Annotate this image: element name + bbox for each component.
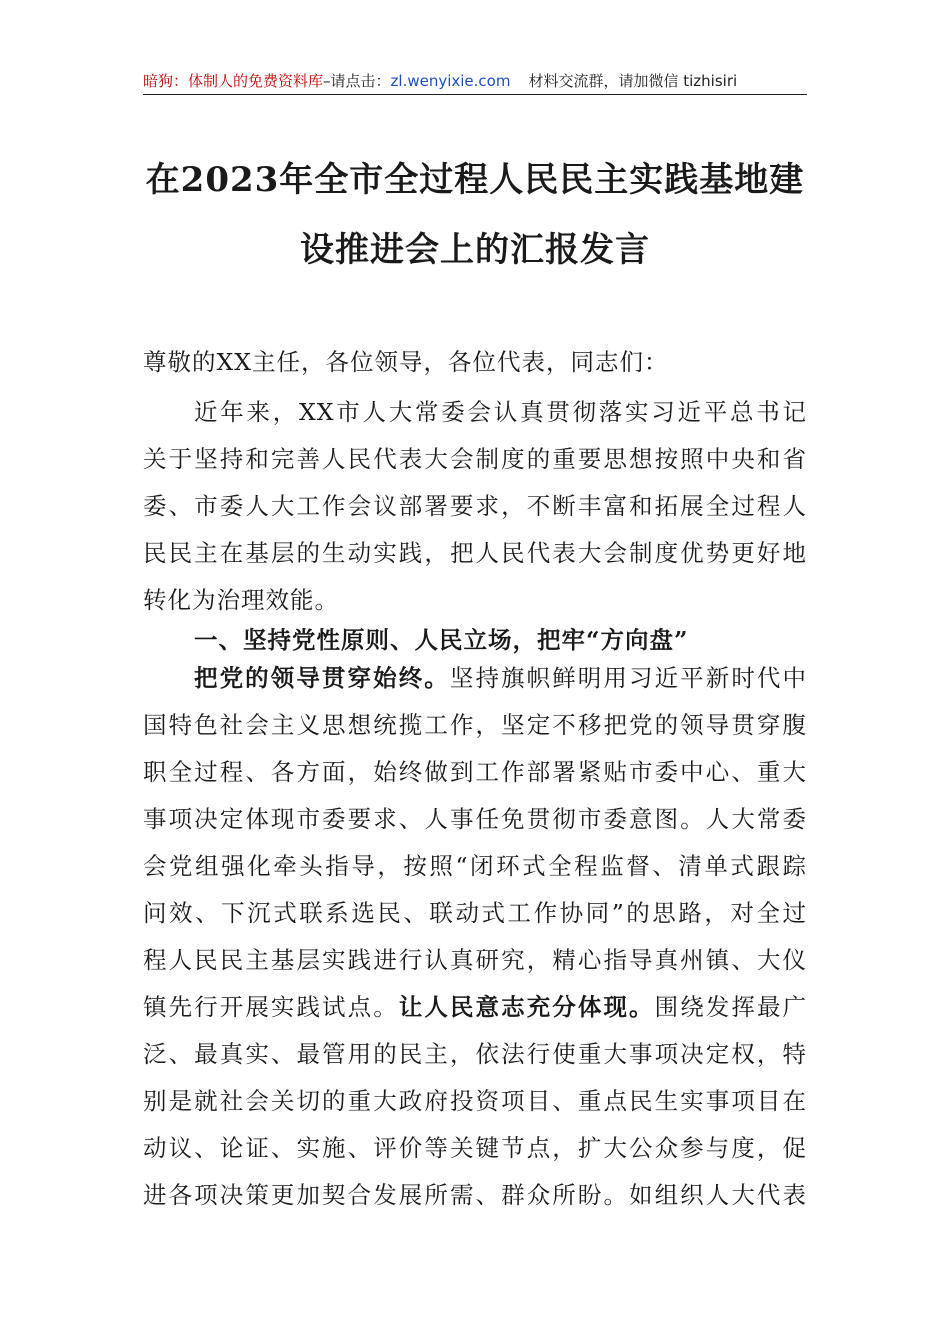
document-title-line-2: 设推进会上的汇报发言 [300,230,650,270]
paragraph-line: 职全过程、各方面，始终做到工作部署紧贴市委中心、重大 [143,758,807,786]
salutation: 尊敬的XX主任，各位领导，各位代表，同志们： [143,348,669,376]
header-contact: 材料交流群，请加微信 tizhisiri [528,72,738,90]
paragraph-text: 坚持旗帜鲜明用习近平新时代中 [449,664,808,692]
paragraph-line: 程人民民主基层实践进行认真研究，精心指导真州镇、大仪 [143,946,807,974]
intro-line: 委、市委人大工作会议部署要求，不断丰富和拓展全过程人 [143,492,807,520]
section-heading-1: 一、坚持党性原则、人民立场，把牢“方向盘” [194,626,689,654]
paragraph-line: 进各项决策更加契合发展所需、群众所盼。如组织人大代表 [143,1181,807,1209]
paragraph-line [143,988,807,1022]
intro-line: 近年来，XX市人大常委会认真贯彻落实习近平总书记 [194,398,807,426]
paragraph-lead-2: 让人民意志充分体现。 [398,993,655,1021]
paragraph-line: 问效、下沉式联系选民、联动式工作协同”的思路，对全过 [143,899,807,927]
paragraph-line: 动议、论证、实施、评价等关键节点，扩大公众参与度，促 [143,1134,807,1162]
paragraph-line [194,659,807,693]
header-click-prompt: –请点击： [323,72,391,90]
page-header [143,70,807,95]
document-title-line-1: 在2023年全市全过程人民民主实践基地建 [145,160,805,200]
intro-line: 关于坚持和完善人民代表大会制度的重要思想按照中央和省 [143,445,807,473]
intro-line: 转化为治理效能。 [143,586,339,614]
paragraph-line: 泛、最真实、最管用的民主，依法行使重大事项决定权，特 [143,1040,807,1068]
paragraph-text: 镇先行开展实践试点。 [143,993,399,1021]
paragraph-line: 会党组强化牵头指导，按照“闭环式全程监督、清单式跟踪 [143,852,807,880]
intro-line: 民民主在基层的生动实践，把人民代表大会制度优势更好地 [143,539,807,567]
header-url-link[interactable]: zl.wenyixie.com [390,72,511,90]
paragraph-lead-1: 把党的领导贯穿始终。 [194,664,450,692]
paragraph-line: 国特色社会主义思想统揽工作，坚定不移把党的领导贯穿腹 [143,711,807,739]
header-site-name: 暗狗：体制人的免费资料库 [143,72,324,90]
paragraph-line: 事项决定体现市委要求、人事任免贯彻市委意图。人大常委 [143,805,807,833]
paragraph-text: 围绕发挥最广 [654,993,808,1021]
paragraph-line: 别是就社会关切的重大政府投资项目、重点民生实事项目在 [143,1087,807,1115]
